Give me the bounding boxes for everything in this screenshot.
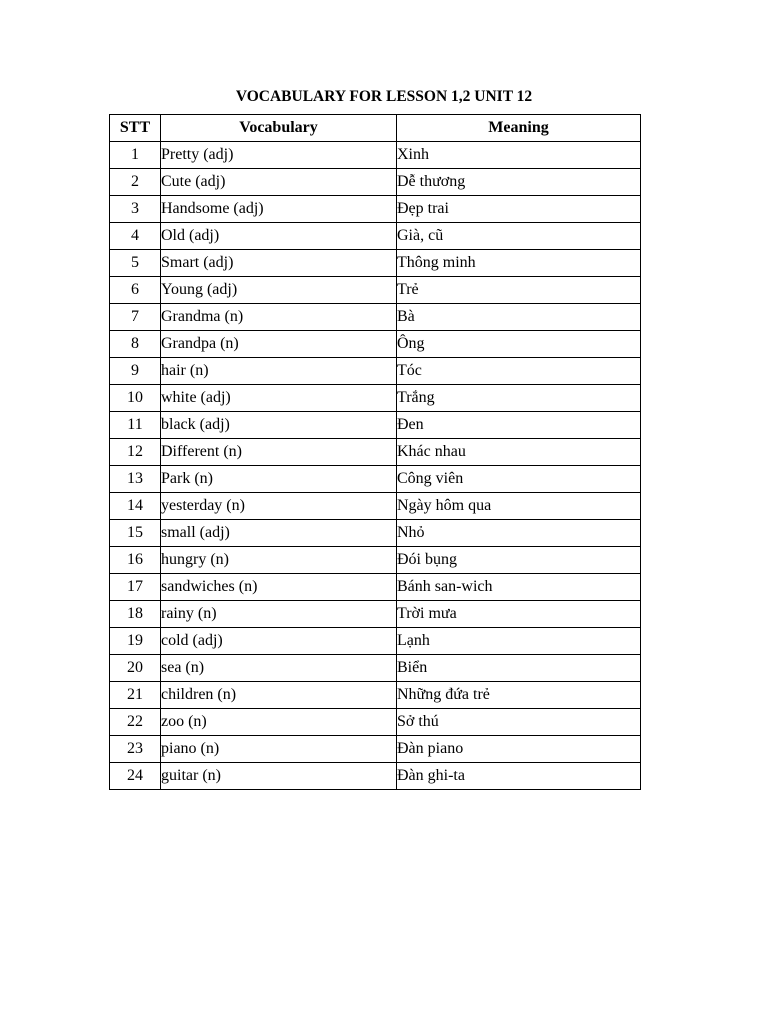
row-number: 16 bbox=[110, 547, 161, 574]
header-vocabulary: Vocabulary bbox=[161, 115, 397, 142]
meaning-cell: Xinh bbox=[397, 142, 641, 169]
meaning-cell: Khác nhau bbox=[397, 439, 641, 466]
vocabulary-cell: sandwiches (n) bbox=[161, 574, 397, 601]
table-row bbox=[110, 439, 641, 466]
row-number: 21 bbox=[110, 682, 161, 709]
table-row bbox=[110, 736, 641, 763]
vocabulary-cell: Grandma (n) bbox=[161, 304, 397, 331]
table-row bbox=[110, 223, 641, 250]
row-number: 6 bbox=[110, 277, 161, 304]
row-number: 20 bbox=[110, 655, 161, 682]
table-row bbox=[110, 655, 641, 682]
table-row bbox=[110, 169, 641, 196]
header-meaning: Meaning bbox=[397, 115, 641, 142]
row-number: 7 bbox=[110, 304, 161, 331]
meaning-cell: Đói bụng bbox=[397, 547, 641, 574]
table-body bbox=[110, 142, 641, 790]
vocabulary-cell: Young (adj) bbox=[161, 277, 397, 304]
vocabulary-cell: Pretty (adj) bbox=[161, 142, 397, 169]
vocabulary-cell: Smart (adj) bbox=[161, 250, 397, 277]
vocabulary-cell: Park (n) bbox=[161, 466, 397, 493]
row-number: 22 bbox=[110, 709, 161, 736]
meaning-cell: Đen bbox=[397, 412, 641, 439]
row-number: 24 bbox=[110, 763, 161, 790]
table-row bbox=[110, 277, 641, 304]
row-number: 2 bbox=[110, 169, 161, 196]
table-row bbox=[110, 520, 641, 547]
table-row bbox=[110, 682, 641, 709]
meaning-cell: Tóc bbox=[397, 358, 641, 385]
meaning-cell: Ông bbox=[397, 331, 641, 358]
row-number: 1 bbox=[110, 142, 161, 169]
vocabulary-cell: Grandpa (n) bbox=[161, 331, 397, 358]
meaning-cell: Những đứa trẻ bbox=[397, 682, 641, 709]
vocabulary-cell: zoo (n) bbox=[161, 709, 397, 736]
row-number: 5 bbox=[110, 250, 161, 277]
meaning-cell: Bà bbox=[397, 304, 641, 331]
row-number: 11 bbox=[110, 412, 161, 439]
vocabulary-cell: cold (adj) bbox=[161, 628, 397, 655]
meaning-cell: Trắng bbox=[397, 385, 641, 412]
meaning-cell: Lạnh bbox=[397, 628, 641, 655]
row-number: 9 bbox=[110, 358, 161, 385]
table-row bbox=[110, 358, 641, 385]
table-row bbox=[110, 304, 641, 331]
table-row bbox=[110, 331, 641, 358]
table-row bbox=[110, 574, 641, 601]
table-row bbox=[110, 250, 641, 277]
table-row bbox=[110, 412, 641, 439]
table-row bbox=[110, 196, 641, 223]
meaning-cell: Thông minh bbox=[397, 250, 641, 277]
meaning-cell: Đàn piano bbox=[397, 736, 641, 763]
table-row bbox=[110, 466, 641, 493]
row-number: 23 bbox=[110, 736, 161, 763]
table-row bbox=[110, 709, 641, 736]
meaning-cell: Biển bbox=[397, 655, 641, 682]
table-row bbox=[110, 547, 641, 574]
vocabulary-cell: Cute (adj) bbox=[161, 169, 397, 196]
vocabulary-cell: piano (n) bbox=[161, 736, 397, 763]
row-number: 3 bbox=[110, 196, 161, 223]
vocabulary-cell: children (n) bbox=[161, 682, 397, 709]
vocabulary-cell: sea (n) bbox=[161, 655, 397, 682]
table-row bbox=[110, 142, 641, 169]
row-number: 19 bbox=[110, 628, 161, 655]
table-row bbox=[110, 385, 641, 412]
meaning-cell: Trời mưa bbox=[397, 601, 641, 628]
table-row bbox=[110, 493, 641, 520]
header-stt: STT bbox=[110, 115, 161, 142]
row-number: 12 bbox=[110, 439, 161, 466]
table-row bbox=[110, 601, 641, 628]
vocabulary-cell: black (adj) bbox=[161, 412, 397, 439]
vocabulary-cell: hair (n) bbox=[161, 358, 397, 385]
vocabulary-cell: Handsome (adj) bbox=[161, 196, 397, 223]
vocabulary-cell: small (adj) bbox=[161, 520, 397, 547]
vocabulary-cell: yesterday (n) bbox=[161, 493, 397, 520]
vocabulary-cell: Different (n) bbox=[161, 439, 397, 466]
meaning-cell: Đàn ghi-ta bbox=[397, 763, 641, 790]
meaning-cell: Nhỏ bbox=[397, 520, 641, 547]
meaning-cell: Dễ thương bbox=[397, 169, 641, 196]
row-number: 13 bbox=[110, 466, 161, 493]
table-row bbox=[110, 763, 641, 790]
row-number: 17 bbox=[110, 574, 161, 601]
row-number: 10 bbox=[110, 385, 161, 412]
row-number: 18 bbox=[110, 601, 161, 628]
meaning-cell: Ngày hôm qua bbox=[397, 493, 641, 520]
vocabulary-cell: Old (adj) bbox=[161, 223, 397, 250]
vocabulary-cell: guitar (n) bbox=[161, 763, 397, 790]
meaning-cell: Bánh san-wich bbox=[397, 574, 641, 601]
meaning-cell: Già, cũ bbox=[397, 223, 641, 250]
row-number: 8 bbox=[110, 331, 161, 358]
vocabulary-cell: white (adj) bbox=[161, 385, 397, 412]
vocabulary-table bbox=[109, 114, 641, 790]
document-title: VOCABULARY FOR LESSON 1,2 UNIT 12 bbox=[235, 88, 533, 105]
vocabulary-cell: rainy (n) bbox=[161, 601, 397, 628]
table-row bbox=[110, 628, 641, 655]
meaning-cell: Trẻ bbox=[397, 277, 641, 304]
vocabulary-cell: hungry (n) bbox=[161, 547, 397, 574]
row-number: 15 bbox=[110, 520, 161, 547]
row-number: 4 bbox=[110, 223, 161, 250]
meaning-cell: Đẹp trai bbox=[397, 196, 641, 223]
row-number: 14 bbox=[110, 493, 161, 520]
table-header-row bbox=[110, 115, 641, 142]
meaning-cell: Sở thú bbox=[397, 709, 641, 736]
meaning-cell: Công viên bbox=[397, 466, 641, 493]
